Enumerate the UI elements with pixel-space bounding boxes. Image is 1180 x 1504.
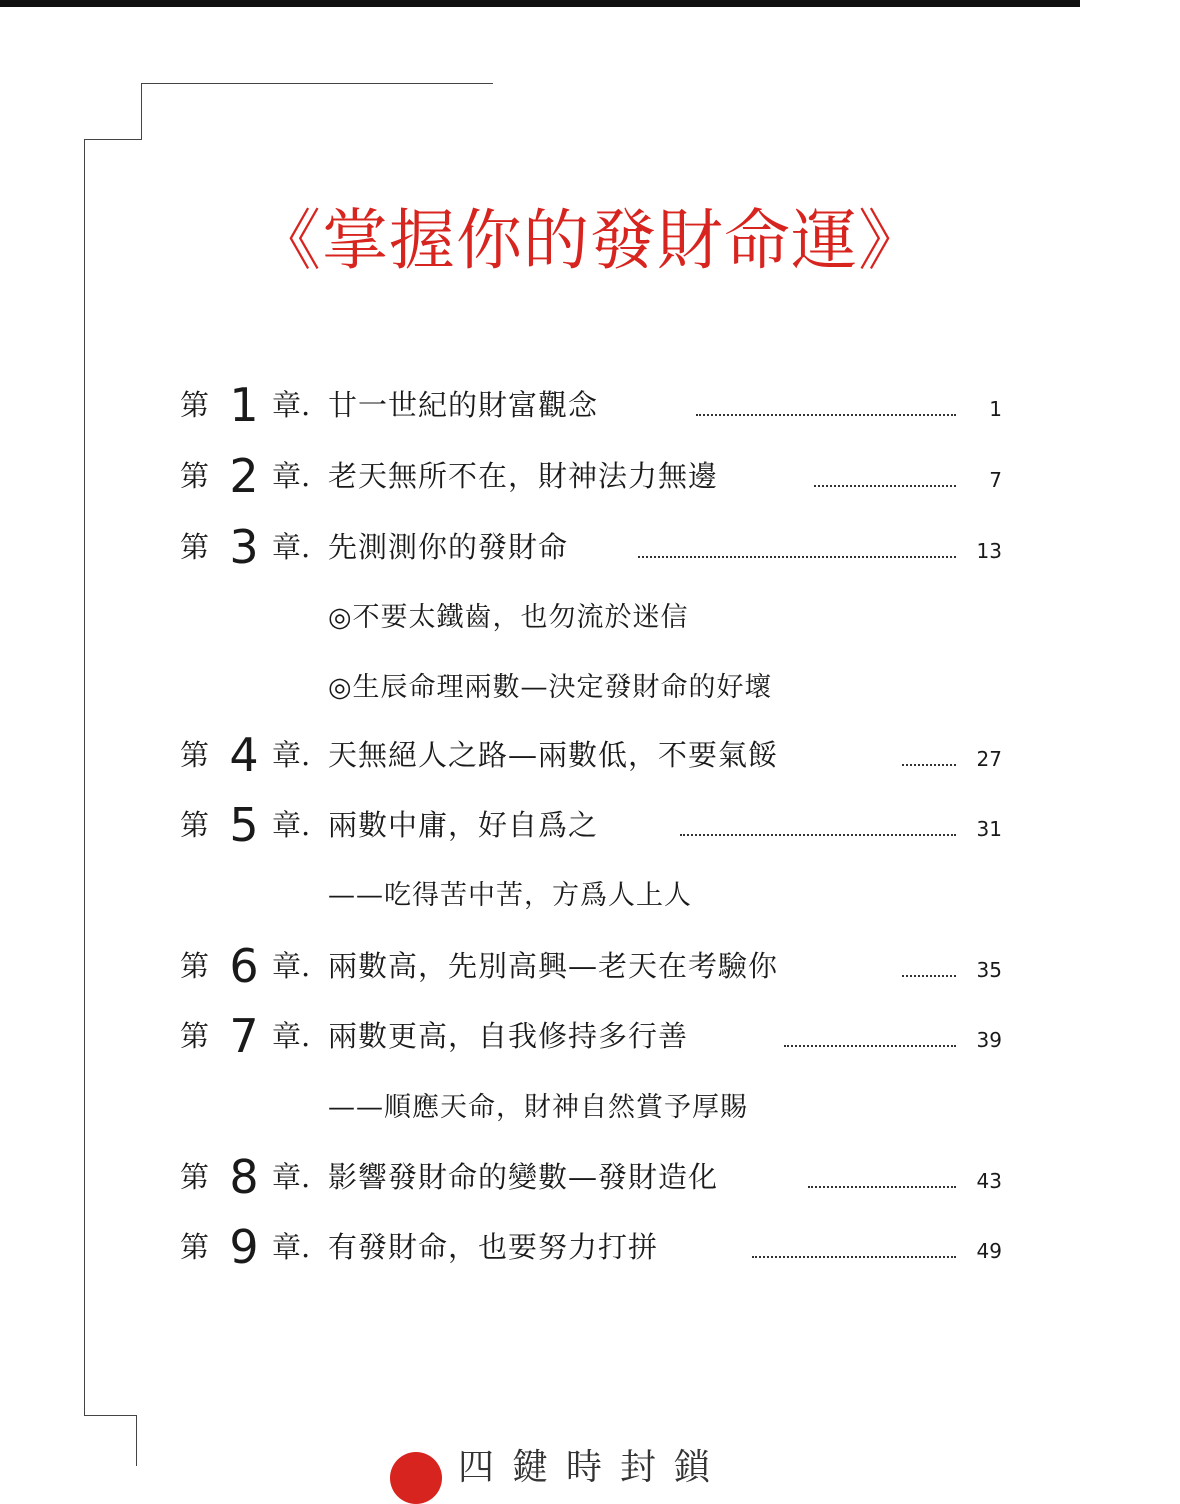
chapter-title: 兩數高，先別高興—老天在考驗你 [328, 949, 779, 983]
chapter-prefix: 第 [180, 530, 210, 564]
frame-line-top [141, 83, 493, 84]
toc-entry-chapter-2[interactable] [0, 446, 1080, 506]
dot-leader [808, 1186, 956, 1188]
dot-leader [902, 975, 956, 977]
chapter-prefix: 第 [180, 388, 210, 422]
chapter-number: 4 [229, 728, 259, 782]
chapter-number: 7 [229, 1009, 259, 1063]
toc-entry-chapter-6[interactable] [0, 936, 1080, 996]
toc-entry-chapter-4[interactable] [0, 725, 1080, 785]
book-title: 《掌握你的發財命運》 [255, 202, 925, 279]
publisher-name: 四鍵時封鎖 [458, 1447, 729, 1488]
toc-subentry[interactable]: ——吃得苦中苦，方爲人上人 [328, 880, 692, 911]
publisher-logo-icon [390, 1452, 442, 1504]
page-number: 31 [976, 817, 1002, 841]
dot-leader [680, 834, 956, 836]
dot-leader [696, 414, 956, 416]
chapter-title: 兩數中庸，好自爲之 [328, 808, 599, 842]
chapter-title: 廿一世紀的財富觀念 [328, 388, 599, 422]
chapter-number: 2 [229, 449, 259, 503]
page-number: 35 [976, 958, 1002, 982]
page-number: 13 [976, 539, 1002, 563]
page-number: 1 [989, 397, 1002, 421]
toc-entry-chapter-5[interactable] [0, 795, 1080, 855]
frame-line-step [84, 1415, 137, 1416]
chapter-prefix: 第 [180, 1019, 210, 1053]
chapter-prefix: 第 [180, 949, 210, 983]
frame-line-step [136, 1415, 137, 1466]
toc-subentry[interactable]: ——順應天命，財神自然賞予厚賜 [328, 1092, 748, 1123]
dot-leader [902, 764, 956, 766]
toc-entry-chapter-7[interactable] [0, 1006, 1080, 1066]
chapter-title: 天無絕人之路—兩數低，不要氣餒 [328, 738, 779, 772]
top-border [0, 0, 1080, 7]
chapter-prefix: 第 [180, 808, 210, 842]
frame-line-step [141, 83, 142, 140]
chapter-suffix: 章. [272, 949, 311, 983]
toc-entry-chapter-3[interactable] [0, 517, 1080, 577]
chapter-prefix: 第 [180, 1160, 210, 1194]
chapter-prefix: 第 [180, 1230, 210, 1264]
chapter-suffix: 章. [272, 530, 311, 564]
chapter-suffix: 章. [272, 738, 311, 772]
dot-leader [784, 1045, 956, 1047]
dot-leader [814, 485, 956, 487]
toc-subentry[interactable]: ◎生辰命理兩數—決定發財命的好壞 [328, 672, 773, 703]
chapter-title: 兩數更高，自我修持多行善 [328, 1019, 689, 1053]
chapter-title: 影響發財命的變數—發財造化 [328, 1160, 719, 1194]
page-number: 39 [976, 1028, 1002, 1052]
toc-entry-chapter-1[interactable] [0, 375, 1080, 435]
chapter-title: 先測測你的發財命 [328, 530, 569, 564]
chapter-number: 1 [229, 378, 259, 432]
chapter-number: 9 [229, 1220, 259, 1274]
page-number: 27 [976, 747, 1002, 771]
chapter-prefix: 第 [180, 738, 210, 772]
page-number: 43 [976, 1169, 1002, 1193]
chapter-prefix: 第 [180, 459, 210, 493]
toc-subentry[interactable]: ◎不要太鐵齒，也勿流於迷信 [328, 602, 689, 633]
chapter-title: 老天無所不在，財神法力無邊 [328, 459, 719, 493]
chapter-suffix: 章. [272, 1019, 311, 1053]
chapter-suffix: 章. [272, 459, 311, 493]
chapter-number: 6 [229, 939, 259, 993]
chapter-suffix: 章. [272, 1230, 311, 1264]
toc-entry-chapter-8[interactable] [0, 1147, 1080, 1207]
chapter-suffix: 章. [272, 388, 311, 422]
dot-leader [752, 1256, 956, 1258]
chapter-number: 3 [229, 520, 259, 574]
page-number: 49 [976, 1239, 1002, 1263]
frame-line-step [84, 139, 142, 140]
chapter-suffix: 章. [272, 808, 311, 842]
chapter-number: 8 [229, 1150, 259, 1204]
toc-entry-chapter-9[interactable] [0, 1217, 1080, 1277]
chapter-suffix: 章. [272, 1160, 311, 1194]
chapter-title: 有發財命，也要努力打拼 [328, 1230, 659, 1264]
page-number: 7 [989, 468, 1002, 492]
chapter-number: 5 [229, 798, 259, 852]
dot-leader [638, 556, 956, 558]
